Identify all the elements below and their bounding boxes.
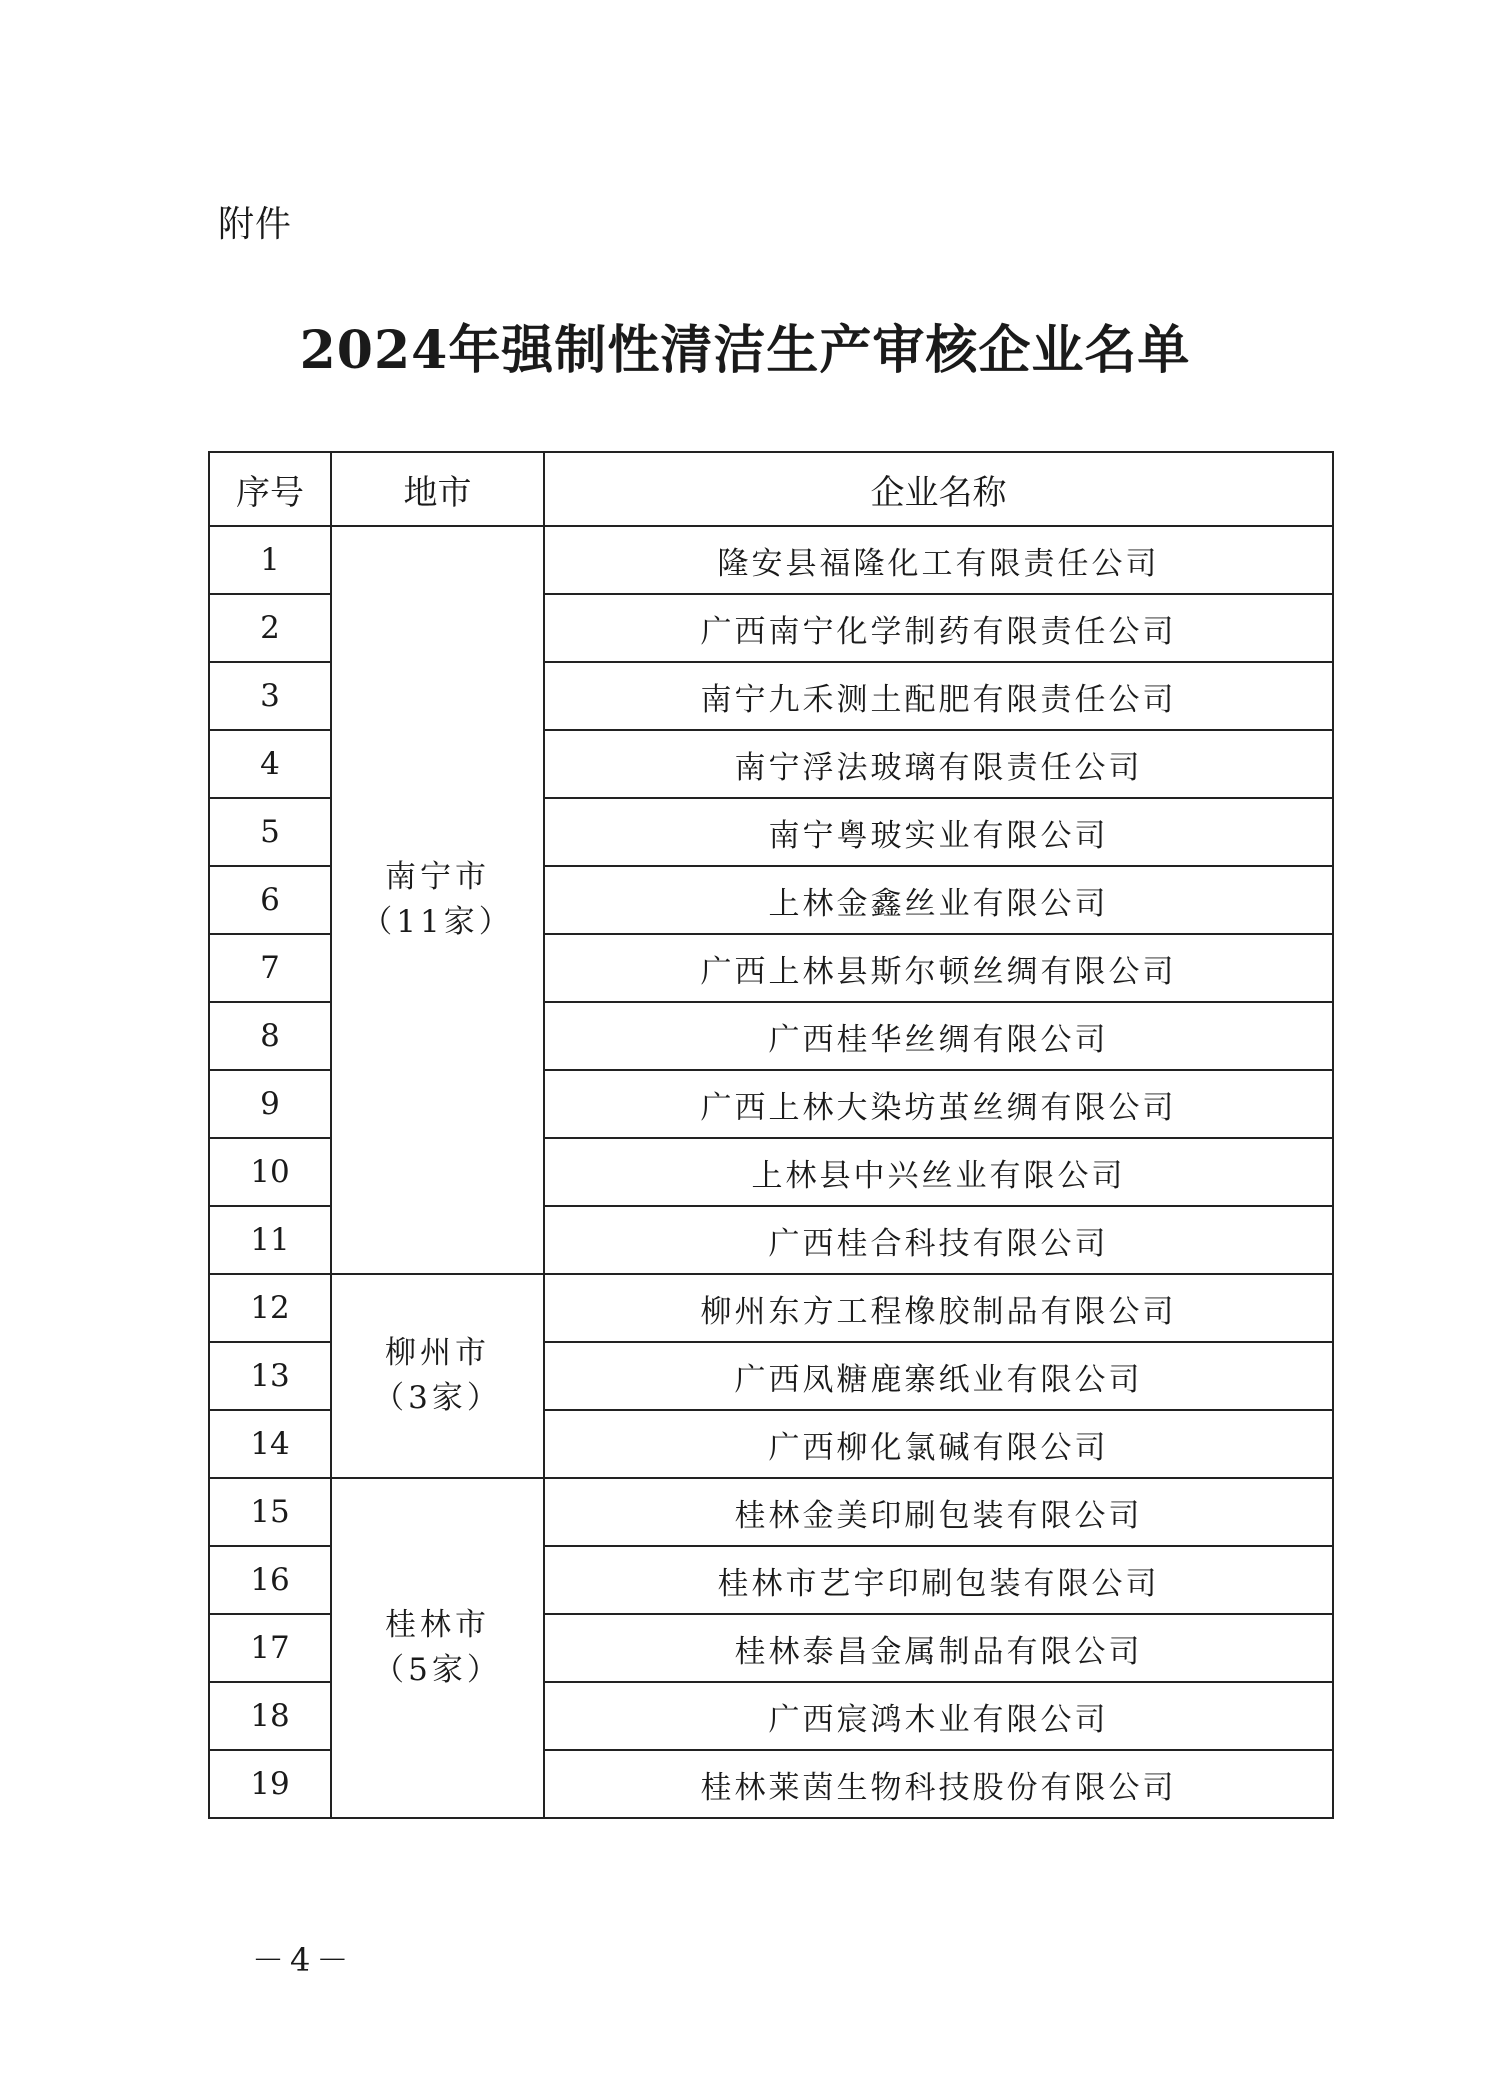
row-company: 广西上林县斯尔顿丝绸有限公司 — [544, 934, 1333, 1002]
header-city: 地市 — [331, 452, 544, 526]
row-seq: 18 — [209, 1682, 331, 1750]
row-company: 广西桂合科技有限公司 — [544, 1206, 1333, 1274]
row-company: 桂林泰昌金属制品有限公司 — [544, 1614, 1333, 1682]
row-seq: 7 — [209, 934, 331, 1002]
row-seq: 10 — [209, 1138, 331, 1206]
city-name: 柳州市 — [385, 1335, 490, 1372]
row-company: 广西凤糖鹿寨纸业有限公司 — [544, 1342, 1333, 1410]
row-seq: 19 — [209, 1750, 331, 1818]
row-company: 广西宸鸿木业有限公司 — [544, 1682, 1333, 1750]
attachment-label: 附件 — [218, 204, 293, 245]
row-seq: 5 — [209, 798, 331, 866]
row-company: 南宁九禾测土配肥有限责任公司 — [544, 662, 1333, 730]
city-name: 南宁市 — [385, 859, 490, 896]
city-cell — [331, 1478, 544, 1818]
row-seq: 14 — [209, 1410, 331, 1478]
row-company: 桂林市艺宇印刷包装有限公司 — [544, 1546, 1333, 1614]
enterprise-list-table — [208, 451, 1334, 1819]
row-seq: 6 — [209, 866, 331, 934]
row-seq: 15 — [209, 1478, 331, 1546]
table-header-row — [209, 452, 1333, 526]
row-company: 广西南宁化学制药有限责任公司 — [544, 594, 1333, 662]
row-seq: 12 — [209, 1274, 331, 1342]
row-seq: 2 — [209, 594, 331, 662]
row-seq: 17 — [209, 1614, 331, 1682]
row-seq: 4 — [209, 730, 331, 798]
row-seq: 16 — [209, 1546, 331, 1614]
row-seq: 11 — [209, 1206, 331, 1274]
table-row — [209, 526, 1333, 594]
row-company: 南宁浮法玻璃有限责任公司 — [544, 730, 1333, 798]
row-company: 上林县中兴丝业有限公司 — [544, 1138, 1333, 1206]
table-row — [209, 1478, 1333, 1546]
city-count: （3家） — [373, 1380, 502, 1416]
row-seq: 13 — [209, 1342, 331, 1410]
row-seq: 3 — [209, 662, 331, 730]
header-company: 企业名称 — [544, 452, 1333, 526]
row-company: 柳州东方工程橡胶制品有限公司 — [544, 1274, 1333, 1342]
row-company: 上林金鑫丝业有限公司 — [544, 866, 1333, 934]
row-company: 广西上林大染坊茧丝绸有限公司 — [544, 1070, 1333, 1138]
row-company: 南宁粤玻实业有限公司 — [544, 798, 1333, 866]
row-seq: 1 — [209, 526, 331, 594]
row-seq: 8 — [209, 1002, 331, 1070]
header-seq: 序号 — [209, 452, 331, 526]
city-count: （11家） — [361, 904, 514, 940]
row-seq: 9 — [209, 1070, 331, 1138]
city-cell — [331, 1274, 544, 1478]
city-cell — [331, 526, 544, 1274]
document-title: 2024年强制性清洁生产审核企业名单 — [299, 320, 1191, 381]
row-company: 广西桂华丝绸有限公司 — [544, 1002, 1333, 1070]
row-company: 桂林莱茵生物科技股份有限公司 — [544, 1750, 1333, 1818]
row-company: 广西柳化氯碱有限公司 — [544, 1410, 1333, 1478]
city-name: 桂林市 — [385, 1607, 490, 1644]
row-company: 隆安县福隆化工有限责任公司 — [544, 526, 1333, 594]
table-row — [209, 1274, 1333, 1342]
city-count: （5家） — [373, 1652, 502, 1688]
page-number: －4－ — [252, 1941, 355, 1979]
row-company: 桂林金美印刷包装有限公司 — [544, 1478, 1333, 1546]
